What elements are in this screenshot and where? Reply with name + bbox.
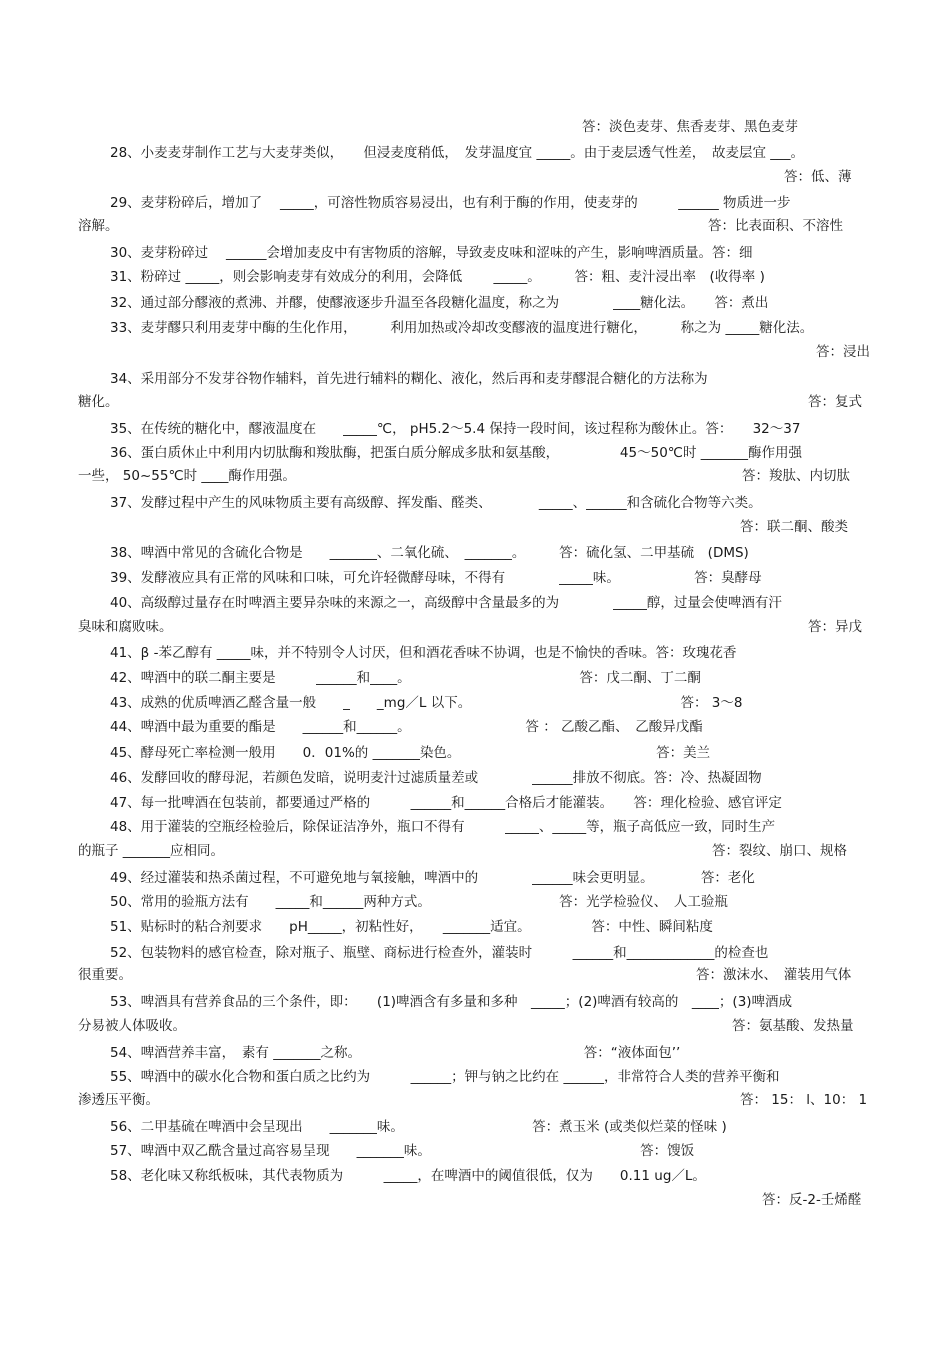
question-56: 56、二甲基硫在啤酒中会呈现出 _______味。 答：煮玉米 (或类似烂菜的怪味 ) [110, 1119, 727, 1135]
answer-52: 答：激沫水、 灌装用气体 [696, 967, 852, 983]
answer-40: 答：异戊 [808, 619, 862, 635]
question-33: 33、麦芽醪只利用麦芽中酶的生化作用， 利用加热或冷却改变醪液的温度进行糖化， 称之为 _____糖化法。 [110, 320, 814, 336]
question-28: 28、小麦麦芽制作工艺与大麦芽类似， 但浸麦度稍低， 发芽温度宜 _____。由于麦层透气性差， 故麦层宜 ___。 [110, 145, 805, 161]
question-36-continued: 一些， 50~55℃时 ____酶作用强。 [78, 468, 296, 484]
question-34: 34、采用部分不发芽谷物作辅料，首先进行辅料的糊化、液化，然后再和麦芽醪混合糖化的方法称为 [110, 371, 708, 387]
answer-37: 答：联二酮、酸类 [740, 519, 848, 535]
question-31: 31、粉碎过 _____，则会影响麦芽有效成分的利用，会降低 _____。 答：粗、麦汁浸出率 (收得率 ) [110, 269, 765, 285]
answer-58: 答：反-2-壬烯醛 [762, 1192, 862, 1208]
answer-33: 答：浸出 [816, 344, 870, 360]
question-34-continued: 糖化。 [78, 394, 119, 410]
question-43: 43、成熟的优质啤酒乙醛含量一般 _ _mg／L 以下。 答： 3～8 [110, 695, 743, 711]
answer-55: 答： 15： l、10： 1 [740, 1092, 868, 1108]
question-36: 36、蛋白质休止中利用内切肽酶和羧肽酶，把蛋白质分解成多肽和氨基酸， 45～50℃时 _______酶作用强 [110, 445, 802, 461]
question-55: 55、啤酒中的碳水化合物和蛋白质之比约为 ______；钾与钠之比约在 ______，非常符合人类的营养平衡和 [110, 1069, 780, 1085]
question-38: 38、啤酒中常见的含硫化合物是 _______、二氧化硫、 _______。 答：硫化氢、二甲基硫 (DMS) [110, 545, 749, 561]
answer-28: 答：低、薄 [784, 169, 852, 185]
question-52: 52、包装物料的感官检查，除对瓶子、瓶壁、商标进行检查外，灌装时 ______和_____________的检查也 [110, 945, 769, 961]
question-32: 32、通过部分醪液的煮沸、并醪，使醪液逐步升温至各段糖化温度，称之为 ____糖化法。 答：煮出 [110, 295, 769, 311]
question-37: 37、发酵过程中产生的风味物质主要有高级醇、挥发酯、醛类、 _____、______和含硫化合物等六类。 [110, 495, 762, 511]
answer-48: 答：裂纹、崩口、规格 [712, 843, 847, 859]
question-58: 58、老化味又称纸板味，其代表物质为 _____，在啤酒中的阈值很低，仅为 0.11 ug／L。 [110, 1168, 706, 1184]
question-44: 44、啤酒中最为重要的酯是 ______和______。 答 ： 乙酸乙酯、 乙酸异戊酯 [110, 719, 703, 735]
question-35: 35、在传统的糖化中，醪液温度在 _____℃， pH5.2～5.4 保持一段时间，该过程称为酸休止。答： 32～37 [110, 421, 801, 437]
question-50: 50、常用的验瓶方法有 _____和______两种方式。 答：光学检验仪、 人工验瓶 [110, 894, 728, 910]
question-53-continued: 分易被人体吸收。 [78, 1018, 186, 1034]
question-39: 39、发酵液应具有正常的风味和口味，可允许轻微酵母味，不得有 _____味。 答：臭酵母 [110, 570, 762, 586]
question-53: 53、啤酒具有营养食品的三个条件，即： (1)啤酒含有多量和多种 _____；(2)啤酒有较高的 ____；(3)啤酒成 [110, 994, 793, 1010]
question-47: 47、每一批啤酒在包装前，都要通过严格的 ______和______合格后才能灌装。 答：理化检验、感官评定 [110, 795, 782, 811]
question-40-continued: 臭味和腐败味。 [78, 619, 173, 635]
answer-27: 答：淡色麦芽、焦香麦芽、黑色麦芽 [582, 119, 798, 135]
question-29: 29、麦芽粉碎后，增加了 _____，可溶性物质容易浸出，也有利于酶的作用，使麦芽的 ______ 物质进一步 [110, 195, 791, 211]
answer-29: 答：比表面积、不溶性 [708, 218, 843, 234]
answer-36: 答：羧肽、内切肽 [742, 468, 850, 484]
question-48-continued: 的瓶子 _______应相同。 [78, 843, 225, 859]
question-54: 54、啤酒营养丰富， 素有 _______之称。 答：“液体面包’’ [110, 1045, 681, 1061]
question-29-continued: 溶解。 [78, 218, 119, 234]
question-30: 30、麦芽粉碎过 ______会增加麦皮中有害物质的溶解，导致麦皮味和涩味的产生，影响啤酒质量。答：细 [110, 245, 753, 261]
question-52-continued: 很重要。 [78, 967, 132, 983]
question-41: 41、β -苯乙醇有 _____味，并不特别令人讨厌，但和酒花香味不协调，也是不愉快的香味。答：玫瑰花香 [110, 645, 737, 661]
question-48: 48、用于灌装的空瓶经检验后，除保证洁净外，瓶口不得有 _____、_____等，瓶子高低应一致，同时生产 [110, 819, 776, 835]
question-40: 40、高级醇过量存在时啤酒主要异杂味的来源之一，高级醇中含量最多的为 _____醇，过量会使啤酒有汗 [110, 595, 782, 611]
question-55-continued: 渗透压平衡。 [78, 1092, 159, 1108]
question-45: 45、酵母死亡率检测一般用 0．01%的 _______染色。 答：美兰 [110, 745, 711, 761]
answer-34: 答：复式 [808, 394, 862, 410]
question-46: 46、发酵回收的酵母泥，若颜色发暗，说明麦汁过滤质量差或 ______排放不彻底。答：冷、热凝固物 [110, 770, 762, 786]
question-51: 51、贴标时的粘合剂要求 pH_____，初粘性好， _______适宜。 答：中性、瞬间粘度 [110, 919, 713, 935]
question-49: 49、经过灌装和热杀菌过程，不可避免地与氧接触，啤酒中的 ______味会更明显。 答：老化 [110, 870, 755, 886]
answer-53: 答：氨基酸、发热量 [732, 1018, 854, 1034]
question-42: 42、啤酒中的联二酮主要是 ______和____。 答：戊二酮、丁二酮 [110, 670, 701, 686]
question-57: 57、啤酒中双乙酰含量过高容易呈现 _______味。 答：馊饭 [110, 1143, 695, 1159]
